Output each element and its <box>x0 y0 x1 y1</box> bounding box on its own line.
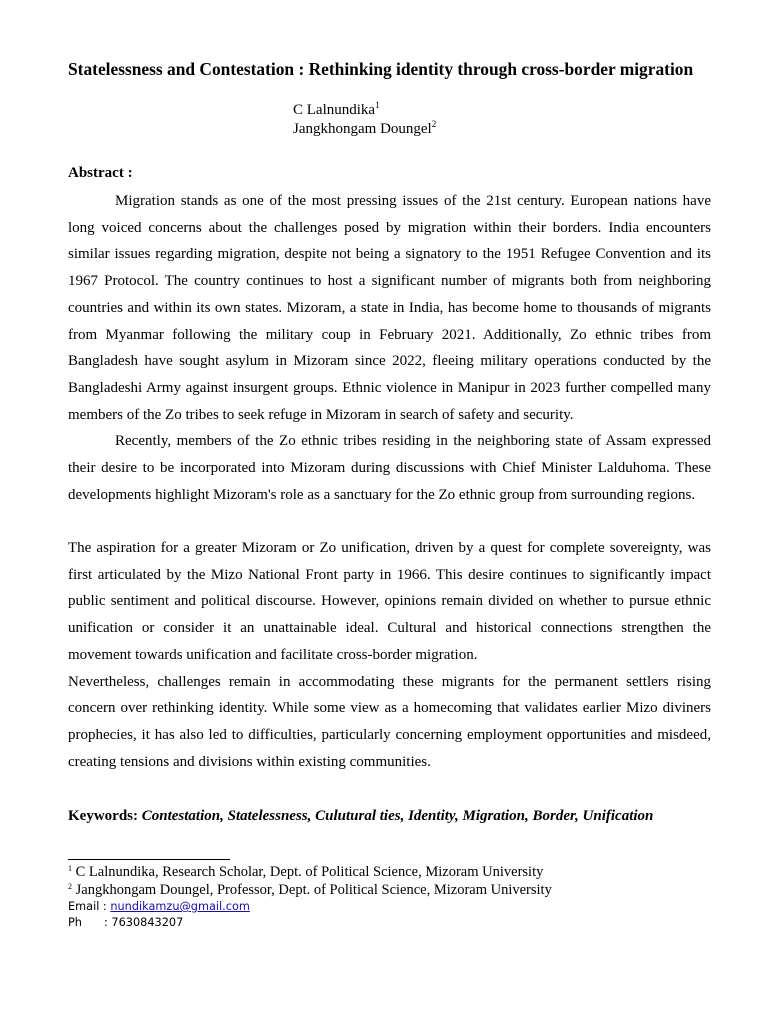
footnote-marker: 1 <box>68 864 72 873</box>
footnotes <box>68 863 552 899</box>
phone-row <box>68 915 250 931</box>
abstract-heading: Abstract : <box>68 165 133 181</box>
email-row <box>68 899 250 915</box>
email-link[interactable]: nundikamzu@gmail.com <box>110 900 250 913</box>
footnote-2 <box>68 881 552 899</box>
author-2 <box>293 120 436 139</box>
body-section <box>68 535 711 775</box>
phone-number: : 7630843207 <box>104 916 184 929</box>
phone-label: Ph <box>68 916 82 929</box>
abstract-paragraph: Migration stands as one of the most pressing issues of the 21st century. European nations have long voiced concerns about the challenges posed by migration within their borders. India encounters similar issues regarding migration, despite not being a signatory to the 1951 Refugee Convention and its 1967 Protocol. The country continues to host a significant number of migrants both from neighboring countries and within its own states. Mizoram, a state in India, has become home to thousands of migrants from Myanmar following the military coup in February 2021. Additionally, Zo ethnic tribes from Bangladesh have sought asylum in Mizoram since 2022, fleeing military operations conducted by the Bangladeshi Army against insurgent groups. Ethnic violence in Manipur in 2023 further compelled many members of the Zo tribes to seek refuge in Mizoram in search of safety and security. <box>68 193 711 423</box>
footnote-1 <box>68 863 552 881</box>
body-paragraph: The aspiration for a greater Mizoram or Zo unification, driven by a quest for complete sovereignty, was first articulated by the Mizo National Front party in 1966. This desire continues to significantly impact public sentiment and political discourse. However, opinions remain divided on whether to pursue ethnic unification or consider it an unattainable ideal. Cultural and historical connections strengthen the movement towards unification and facilitate cross-border migration. <box>68 540 711 663</box>
abstract-body <box>68 188 711 508</box>
email-label: Email : <box>68 900 107 913</box>
footnote-marker: 1 <box>375 100 380 110</box>
body-paragraph: Nevertheless, challenges remain in accommodating these migrants for the permanent settlers rising concern over rethinking identity. While some view as a homecoming that validates earlier Mizo diviners prophecies, it has also led to difficulties, particularly concerning employment opportunities and misdeed, creating tensions and divisions within existing communities. <box>68 673 711 770</box>
abstract-paragraph: Recently, members of the Zo ethnic tribes residing in the neighboring state of Assam expressed their desire to be incorporated into Mizoram during discussions with Chief Minister Lalduhoma. These developments highlight Mizoram's role as a sanctuary for the Zo ethnic group from surrounding regions. <box>68 433 711 503</box>
contact-info <box>68 899 250 931</box>
footnote-separator <box>68 859 230 860</box>
footnote-marker: 2 <box>431 119 437 129</box>
keywords-label: Keywords: <box>68 808 138 824</box>
footnote-text: Jangkhongam Doungel, Professor, Dept. of Political Science, Mizoram University <box>75 882 552 898</box>
footnote-text: C Lalnundika, Research Scholar, Dept. of Political Science, Mizoram University <box>75 864 544 880</box>
author-1 <box>293 101 436 120</box>
footnote-marker: 2 <box>68 882 72 891</box>
author-name: C Lalnundika <box>293 102 376 118</box>
author-name: Jangkhongam Doungel <box>293 121 432 137</box>
keywords-list: Contestation, Statelessness, Culutural ties, Identity, Migration, Border, Unification <box>141 808 654 824</box>
keywords-line <box>68 806 653 826</box>
author-block <box>293 101 436 139</box>
paper-title: Statelessness and Contestation : Rethinking identity through cross-border migration <box>68 59 694 79</box>
